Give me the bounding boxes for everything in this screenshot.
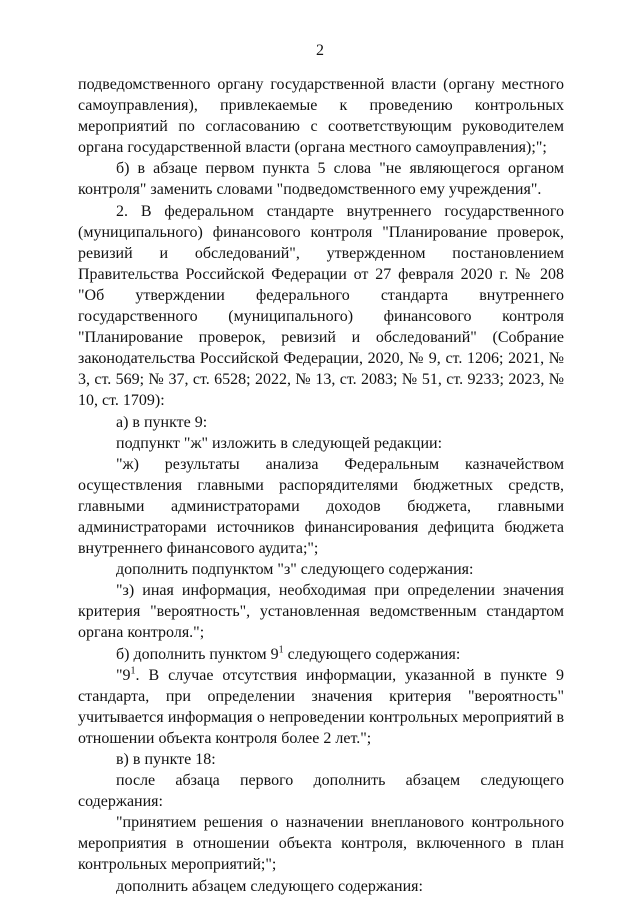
paragraph: дополнить подпунктом "з" следующего содержания:: [116, 561, 474, 579]
page-number: 2: [316, 42, 324, 59]
paragraph: "принятием решения о назначении внепланового контрольного мероприятия в отношении объекта контроля, включенного в план контрольных мероприятий;";: [78, 814, 564, 874]
document-body: [78, 74, 564, 897]
paragraph: 2. В федеральном стандарте внутреннего государственного (муниципального) финансового контроля "Планирование проверок, ревизий и обследований", утвержденном постановлением Правительства Российской Федерации от 27 февраля 2020 г. № 208 "Об утверждении федерального стандарта внутреннего государственного (муниципального) финансового контроля "Планирование проверок, ревизий и обследований" (Собрание законодательства Российской Федерации, 2020, № 9, ст. 1206; 2021, № 3, ст. 569; № 37, ст. 6528; 2022, № 13, ст. 2083; № 51, ст. 9233; 2023, № 10, ст. 1709):: [78, 202, 564, 410]
paragraph-text: . В случае отсутствия информации, указанной в пункте 9 стандарта, при определении значения критерия "вероятность" учитывается информация о непроведении контрольных мероприятий в отношении объекта контроля более 2 лет.";: [78, 666, 564, 747]
paragraph: "з) иная информация, необходимая при определении значения критерия "вероятность", установленная ведомственным стандартом органа контроля.";: [78, 582, 564, 642]
paragraph: подведомственного органу государственной власти (органу местного самоуправления), привлекаемые к проведению контрольных мероприятий по согласованию с соответствующим руководителем органа государственной власти (органа местного самоуправления);";: [78, 76, 564, 157]
superscript: 1: [278, 644, 284, 656]
paragraph-text: "9: [116, 666, 131, 684]
paragraph-text: следующего содержания:: [283, 645, 461, 663]
paragraph: в) в пункте 18:: [116, 751, 216, 768]
paragraph: подпункт "ж" изложить в следующей редакции:: [116, 434, 443, 452]
paragraph: [78, 665, 564, 749]
paragraph: "ж) результаты анализа Федеральным казначейством осуществления главными распорядителями бюджетных средств, главными администраторами доходов бюджета, главными администраторами источников финансирования дефицита бюджета внутреннего финансового аудита;";: [78, 455, 564, 558]
paragraph-text: б) дополнить пунктом 9: [116, 645, 279, 663]
paragraph: [78, 644, 564, 665]
superscript: 1: [130, 665, 136, 677]
paragraph: а) в пункте 9:: [116, 413, 208, 431]
paragraph: б) в абзаце первом пункта 5 слова "не являющегося органом контроля" заменить словами "подведомственного ему учреждения".: [78, 160, 564, 199]
paragraph: дополнить абзацем следующего содержания:: [116, 877, 423, 895]
paragraph: после абзаца первого дополнить абзацем следующего содержания:: [78, 772, 564, 811]
